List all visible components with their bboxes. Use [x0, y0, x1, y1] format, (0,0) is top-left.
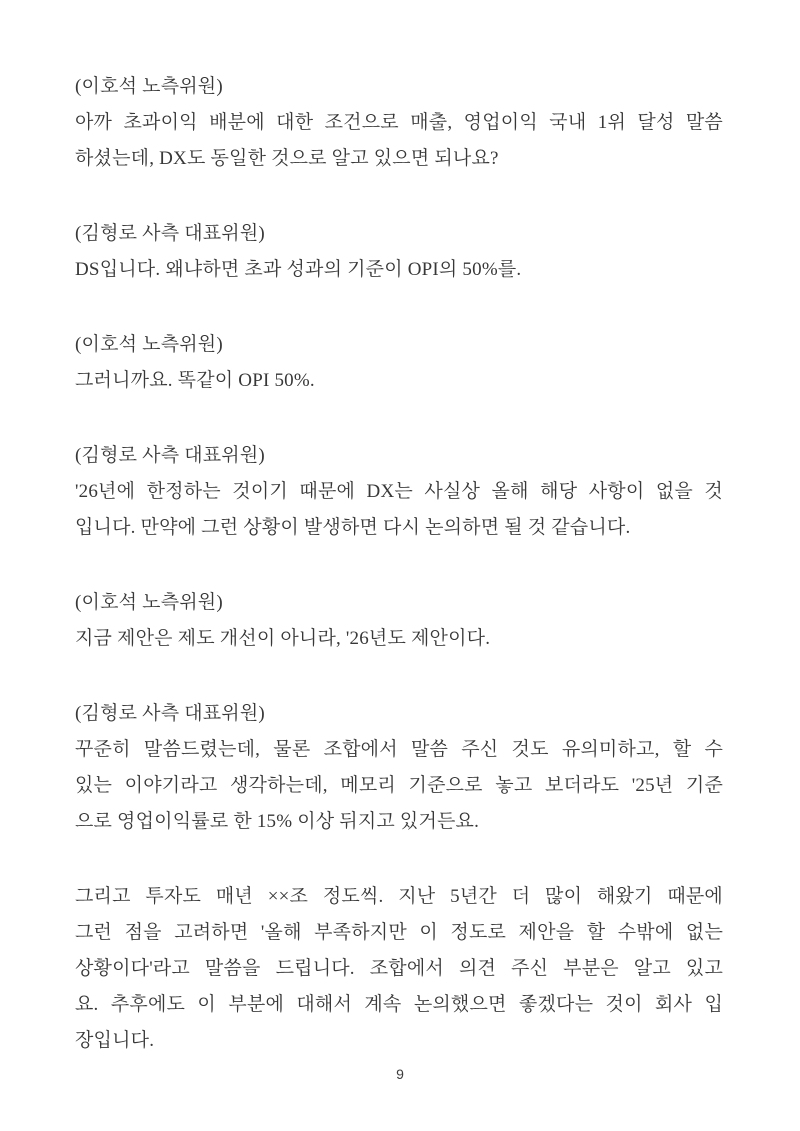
- dialog-line: 상황이다'라고 말씀을 드립니다. 조합에서 의견 주신 부분은 알고 있고: [75, 958, 723, 979]
- dialog-line: DS입니다. 왜냐하면 초과 성과의 기준이 OPI의 50%를.: [75, 259, 522, 280]
- speaker-label: (김형로 사측 대표위원): [75, 223, 265, 244]
- dialog-line: 그런 점을 고려하면 '올해 부족하지만 이 정도로 제안을 할 수밖에 없는: [75, 922, 723, 943]
- speaker-label: (김형로 사측 대표위원): [75, 703, 265, 724]
- dialog-section: [75, 696, 723, 840]
- dialog-line: 요. 추후에도 이 부분에 대해서 계속 논의했으면 좋겠다는 것이 회사 입: [75, 994, 723, 1015]
- speaker-label: (이호석 노측위원): [75, 334, 223, 355]
- dialog-line: 그리고 투자도 매년 ××조 정도씩. 지난 5년간 더 많이 해왔기 때문에: [75, 886, 723, 907]
- speaker-label: (이호석 노측위원): [75, 592, 223, 613]
- dialog-line: 으로 영업이익률로 한 15% 이상 뒤지고 있거든요.: [75, 811, 480, 832]
- dialog-section: [75, 585, 723, 657]
- dialog-section: [75, 327, 723, 399]
- dialog-line: 아까 초과이익 배분에 대한 조건으로 매출, 영업이익 국내 1위 달성 말씀: [75, 112, 723, 133]
- page-number: 9: [396, 1066, 404, 1082]
- dialog-line: 그러니까요. 똑같이 OPI 50%.: [75, 370, 315, 391]
- dialog-section: [75, 438, 723, 546]
- dialog-line: 하셨는데, DX도 동일한 것으로 알고 있으면 되나요?: [75, 148, 499, 169]
- dialog-line: 입니다. 만약에 그런 상황이 발생하면 다시 논의하면 될 것 같습니다.: [75, 517, 631, 538]
- dialog-section: [75, 69, 723, 177]
- speaker-label: (이호석 노측위원): [75, 76, 223, 97]
- dialog-line: '26년에 한정하는 것이기 때문에 DX는 사실상 올해 해당 사항이 없을 것: [75, 481, 723, 502]
- dialog-line: 지금 제안은 제도 개선이 아니라, '26년도 제안이다.: [75, 628, 491, 649]
- dialog-section: [75, 879, 723, 1059]
- speaker-label: (김형로 사측 대표위원): [75, 445, 265, 466]
- dialog-section: [75, 216, 723, 288]
- dialog-line: 꾸준히 말씀드렸는데, 물론 조합에서 말씀 주신 것도 유의미하고, 할 수: [75, 739, 723, 760]
- dialog-line: 있는 이야기라고 생각하는데, 메모리 기준으로 놓고 보더라도 '25년 기준: [75, 775, 723, 796]
- dialog-line: 장입니다.: [75, 1030, 155, 1051]
